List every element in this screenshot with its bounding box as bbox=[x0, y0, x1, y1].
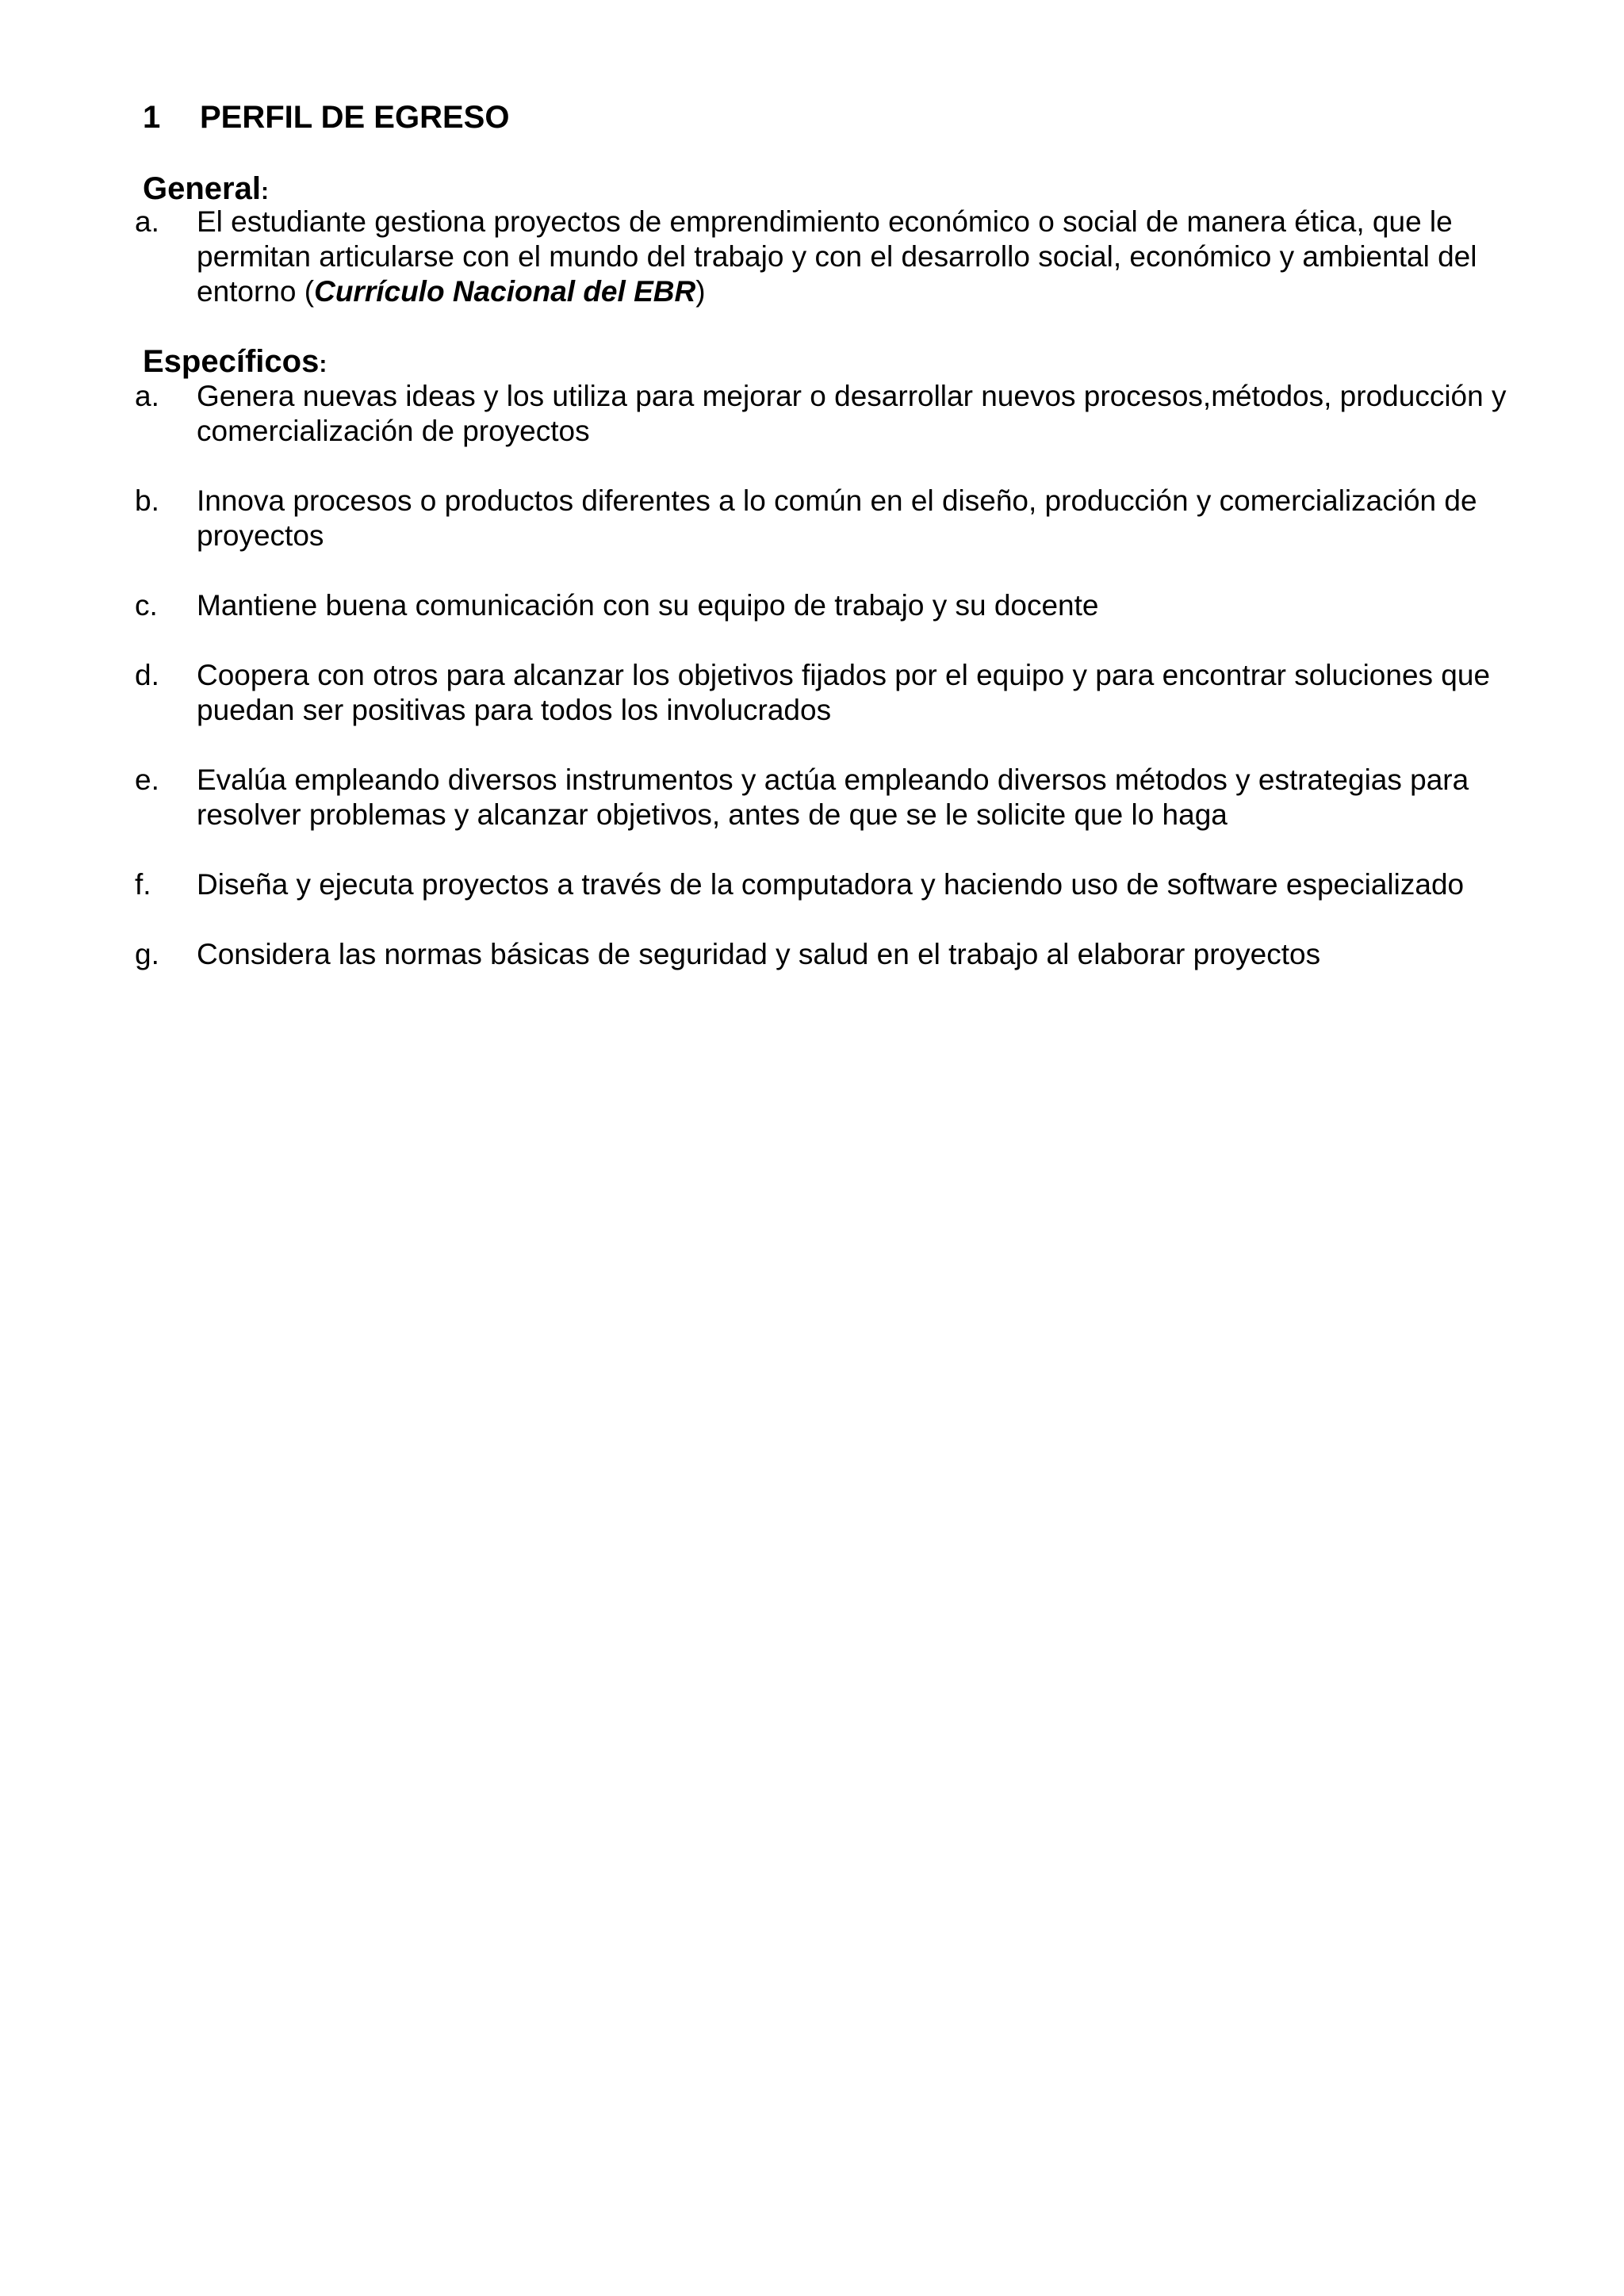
list-item-text: Considera las normas básicas de seguridad y salud en el trabajo al elaborar proyectos bbox=[197, 938, 1321, 970]
list-item-text: Coopera con otros para alcanzar los objetivos fijados por el equipo y para encontrar soluciones que puedan ser positivas para todos los involucrados bbox=[197, 659, 1491, 726]
list-item bbox=[135, 658, 1546, 728]
list-item-text: Innova procesos o productos diferentes a lo común en el diseño, producción y comercialización de proyectos bbox=[197, 484, 1477, 552]
list-item-text: Mantiene buena comunicación con su equipo de trabajo y su docente bbox=[197, 589, 1099, 622]
general-heading-colon: : bbox=[260, 178, 269, 205]
list-item bbox=[135, 937, 1546, 972]
list-item-text-after: ) bbox=[695, 275, 706, 308]
specific-heading-colon: : bbox=[319, 351, 327, 377]
list-item-letter: f. bbox=[135, 868, 151, 901]
list-item bbox=[135, 379, 1546, 449]
list-item bbox=[135, 588, 1546, 623]
list-item-text: Genera nuevas ideas y los utiliza para mejorar o desarrollar nuevos procesos,métodos, producción y comercialización de proyectos bbox=[197, 380, 1507, 447]
list-item-text bbox=[197, 205, 1546, 309]
list-item bbox=[135, 205, 1546, 309]
list-item-letter: e. bbox=[135, 763, 159, 796]
section-number: 1 bbox=[143, 100, 161, 135]
list-item bbox=[135, 867, 1546, 902]
section-heading bbox=[143, 95, 509, 140]
section-title: PERFIL DE EGRESO bbox=[200, 100, 510, 135]
list-item-letter: g. bbox=[135, 938, 159, 970]
list-item-letter: c. bbox=[135, 589, 158, 622]
general-list bbox=[135, 205, 1546, 309]
general-heading-label: General bbox=[143, 171, 261, 206]
list-item-letter: a. bbox=[135, 205, 159, 238]
specific-heading-label: Específicos bbox=[143, 344, 320, 379]
specific-list bbox=[135, 379, 1546, 972]
list-item bbox=[135, 484, 1546, 553]
list-item-letter: a. bbox=[135, 380, 159, 412]
list-item-letter: d. bbox=[135, 659, 159, 691]
list-item-text: Diseña y ejecuta proyectos a través de la computadora y haciendo uso de software especializado bbox=[197, 868, 1465, 901]
list-item-text: Evalúa empleando diversos instrumentos y actúa empleando diversos métodos y estrategias para resolver problemas y alcanzar objetivos, antes de que se le solicite que lo haga bbox=[197, 763, 1469, 831]
list-item-text-before: El estudiante gestiona proyectos de emprendimiento económico o social de manera ética, que le permitan articularse con el mundo del trabajo y con el desarrollo social, económico y ambiental del entorno ( bbox=[197, 205, 1477, 308]
list-item bbox=[135, 763, 1546, 832]
list-item-letter: b. bbox=[135, 484, 159, 517]
citation: Currículo Nacional del EBR bbox=[314, 275, 696, 308]
